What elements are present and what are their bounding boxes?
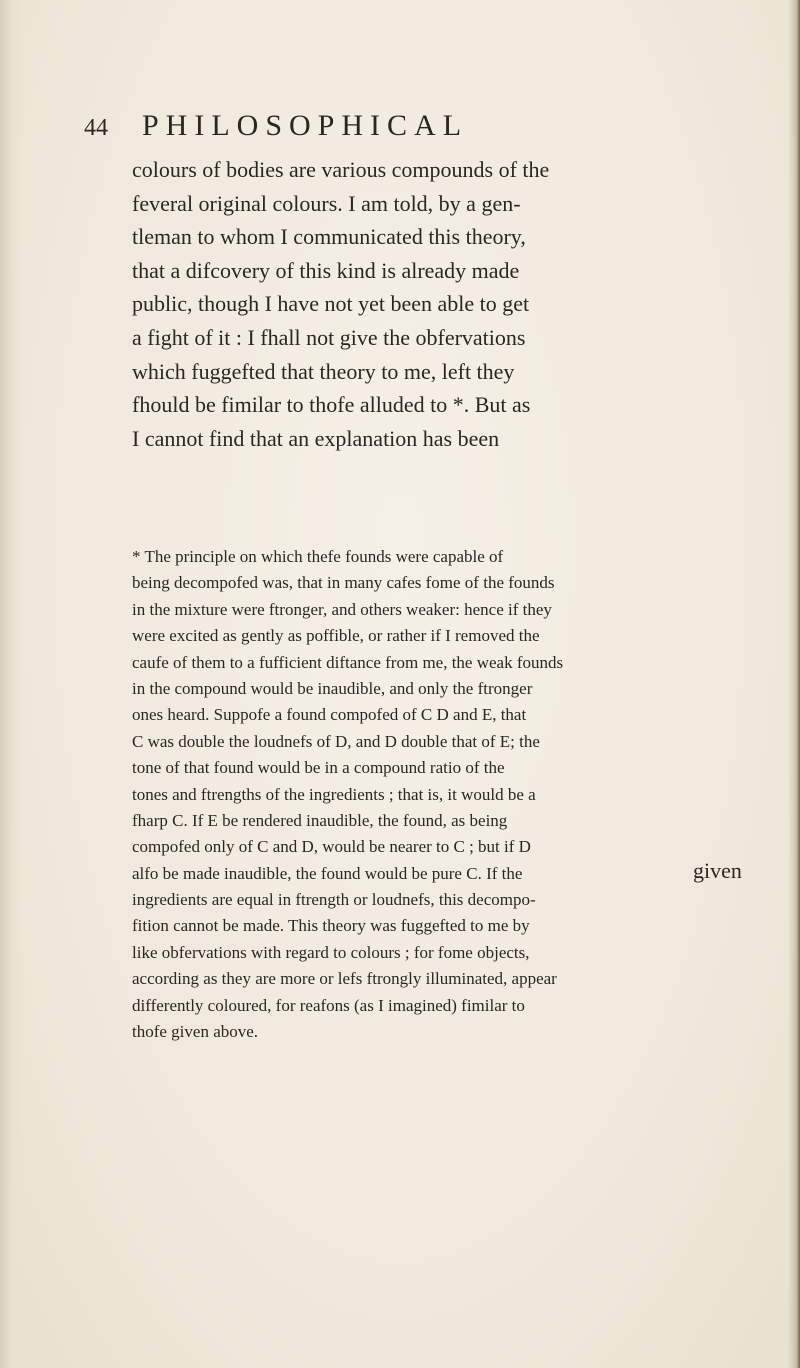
footnote-line: alfo be made inaudible, the found would be pure C. If the — [132, 863, 523, 883]
body-line: a fight of it : I fhall not give the obfervations — [132, 324, 526, 350]
body-line: feveral original colours. I am told, by a gen- — [132, 190, 521, 216]
footnote-line: according as they are more or lefs ftrongly illuminated, appear — [132, 969, 557, 989]
running-head: PHILOSOPHICAL — [142, 109, 469, 142]
body-line: which fuggefted that theory to me, left they — [132, 358, 515, 384]
footnote-line: * The principle on which thefe founds were capable of — [132, 547, 504, 566]
footnote-line: compofed only of C and D, would be nearer to C ; but if D — [132, 837, 531, 857]
footnote-line: differently coloured, for reafons (as I imagined) fimilar to — [132, 995, 525, 1015]
footnote-line: thofe given above. — [132, 1022, 259, 1042]
body-line: I cannot find that an explanation has been — [132, 425, 500, 451]
body-line: tleman to whom I communicated this theory, — [132, 224, 526, 250]
footnote-line: fharp C. If E be rendered inaudible, the found, as being — [132, 810, 508, 830]
page-number: 44 — [84, 115, 108, 141]
body-line: colours of bodies are various compounds of the — [132, 157, 550, 182]
footnote-line: tone of that found would be in a compound ratio of the — [132, 758, 505, 778]
footnote-line: ones heard. Suppofe a found compofed of C D and E, that — [132, 705, 527, 725]
footnote-line: fition cannot be made. This theory was fuggefted to me by — [132, 916, 530, 936]
footnote-line: C was double the loudnefs of D, and D double that of E; the — [132, 731, 540, 751]
footnote-line: in the mixture were ftronger, and others weaker: hence if they — [132, 599, 552, 619]
footnote-line: like obfervations with regard to colours ; for fome objects, — [132, 942, 530, 962]
body-text — [132, 153, 800, 455]
page-gutter-shadow — [0, 0, 22, 1368]
catchword: given — [693, 858, 742, 883]
footnote-line: caufe of them to a fufficient diftance from me, the weak founds — [132, 652, 564, 672]
footnote-line: were excited as gently as poffible, or rather if I removed the — [132, 626, 540, 646]
body-line: public, though I have not yet been able to get — [132, 291, 530, 317]
footnote — [132, 544, 800, 1045]
page-header — [84, 106, 704, 150]
body-line: fhould be fimilar to thofe alluded to *. But as — [132, 392, 531, 418]
footnote-line: being decompofed was, that in many cafes fome of the founds — [132, 573, 555, 593]
footnote-line: ingredients are equal in ftrength or loudnefs, this decompo- — [132, 890, 536, 910]
body-line: that a difcovery of this kind is already made — [132, 257, 520, 283]
footnote-line: tones and ftrengths of the ingredients ; that is, it would be a — [132, 784, 536, 804]
footnote-line: in the compound would be inaudible, and only the ftronger — [132, 678, 533, 698]
